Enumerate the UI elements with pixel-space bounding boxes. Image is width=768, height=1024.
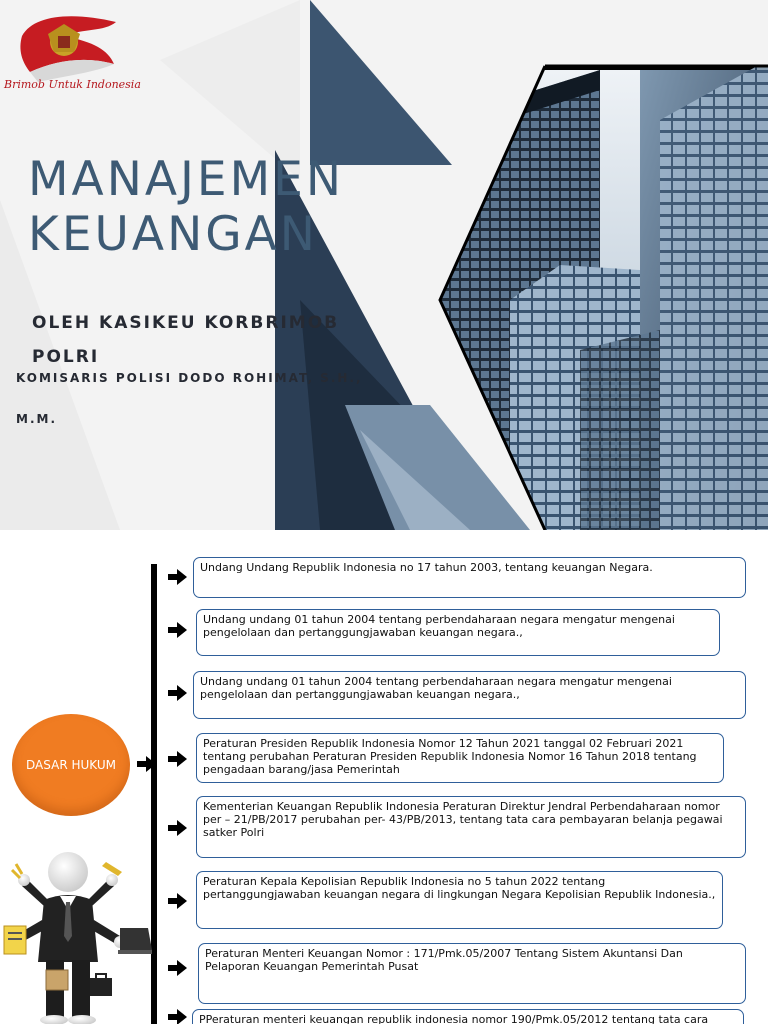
presenter-name: KOMISARIS POLISI DODO ROHIMAT, S.H., M.M. [16,371,363,426]
legal-item-6: Peraturan Kepala Kepolisian Republik Indonesia no 5 tahun 2022 tentang pertanggungjawaban keuangan negara di lingkungan Negara Kepolisian Republik Indonesia., [196,871,723,929]
arrow-right-icon [168,685,188,701]
legal-item-7: Peraturan Menteri Keuangan Nomor : 171/Pmk.05/2007 Tentang Sistem Akuntansi Dan Pelaporan Keuangan Pemerintah Pusat [198,943,746,1004]
legal-item-1: Undang Undang Republik Indonesia no 17 tahun 2003, tentang keuangan Negara. [193,557,746,598]
title-line-2: KEUANGAN [28,207,318,262]
arrow-right-icon [168,622,188,638]
arrow-right-icon [168,893,188,909]
arrow-right-icon [168,1009,188,1024]
arrow-right-icon [137,756,157,772]
multitasking-person-illustration [2,850,152,1024]
legal-basis-slide [0,530,768,1024]
legal-item-4: Peraturan Presiden Republik Indonesia Nomor 12 Tahun 2021 tanggal 02 Februari 2021 tentang perubahan Peraturan Presiden Republik Indonesia Nomor 16 Tahun 2018 tentang pengadaan barang/jasa Pemerintah [196,733,724,783]
arrow-right-icon [168,820,188,836]
arrow-right-icon [168,569,188,585]
legal-item-8: PPeraturan menteri keuangan republik indonesia nomor 190/Pmk.05/2012 tentang tata cara [192,1009,744,1024]
legal-item-2: Undang undang 01 tahun 2004 tentang perbendaharaan negara mengatur mengenai pengelolaan dan pertanggungjawaban keuangan negara., [196,609,720,656]
logo-tagline: Brimob Untuk Indonesia [4,78,141,91]
legal-item-3: Undang undang 01 tahun 2004 tentang perbendaharaan negara mengatur mengenai pengelolaan dan pertanggungjawaban keuangan negara., [193,671,746,719]
presentation-title [28,152,344,262]
presenter-unit: OLEH KASIKEU KORBRIMOB POLRI [32,313,340,367]
arrow-right-icon [168,960,188,976]
title-line-1: MANAJEMEN [28,152,344,207]
legal-item-5: Kementerian Keuangan Republik Indonesia Peraturan Direktur Jendral Perbendaharaan nomor per – 21/PB/2017 perubahan per- 43/PB/2013, tentang tata cara pembayaran belanja pegawai satker Polri [196,796,746,858]
arrow-right-icon [168,751,188,767]
dasar-hukum-badge: DASAR HUKUM [12,714,130,816]
